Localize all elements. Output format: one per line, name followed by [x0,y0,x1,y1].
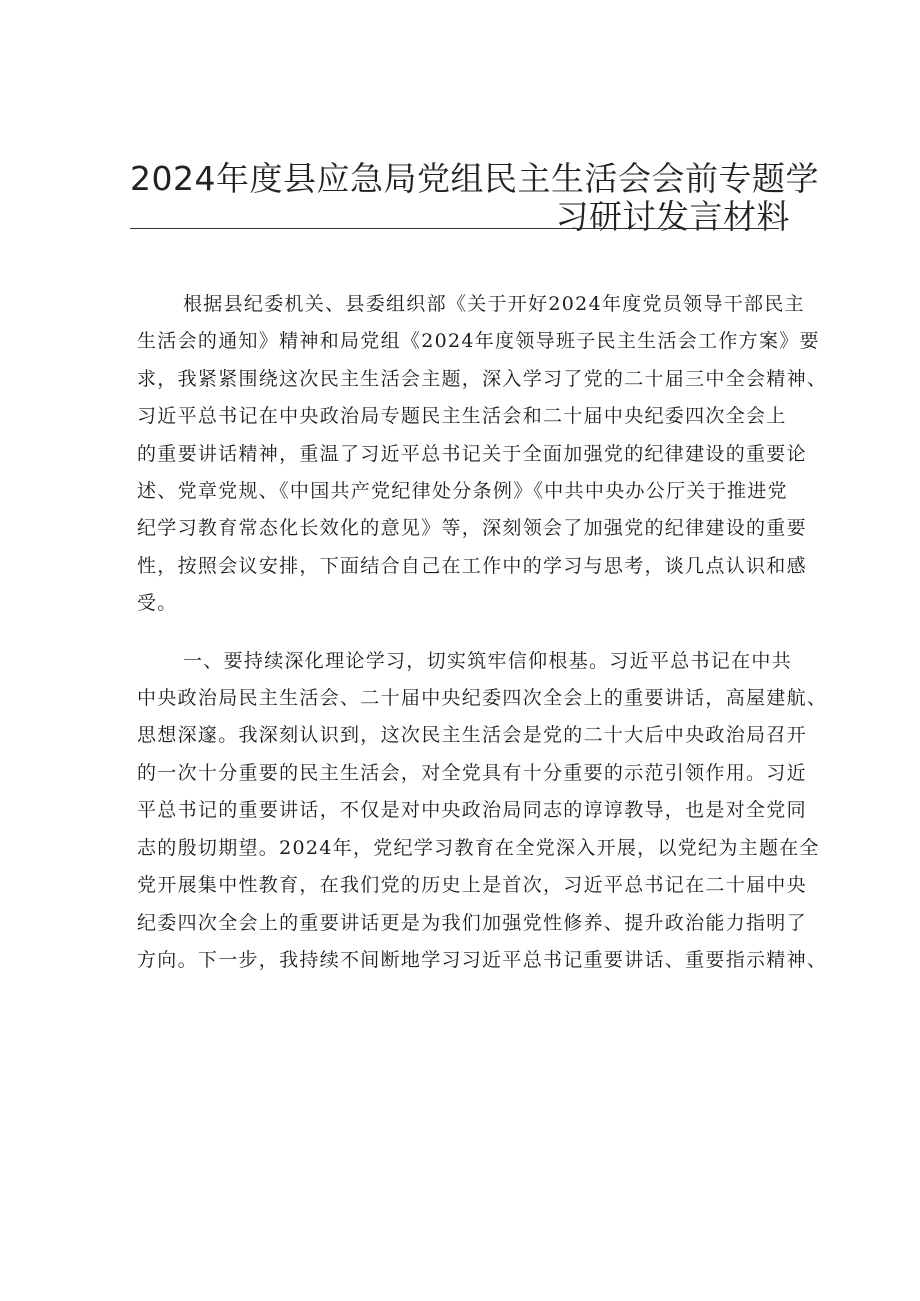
text-line: 习近平总书记在中央政治局专题民主生活会和二十届中央纪委四次全会上 [137,405,787,428]
text-line: 的重要讲话精神，重温了习近平总书记关于全面加强党的纪律建设的重要论 [137,442,807,465]
text-line: 求，我紧紧围绕这次民主生活会主题，深入学习了党的二十届三中全会精神、 [137,367,828,390]
text-line: 纪学习教育常态化长效化的意见》等，深刻领会了加强党的纪律建设的重要 [137,517,807,540]
text-line: 方向。下一步，我持续不间断地学习习近平总书记重要讲话、重要指示精神、 [137,948,828,971]
document-body [137,286,828,979]
text-line: 党开展集中性教育，在我们党的历史上是首次，习近平总书记在二十届中央 [137,874,807,897]
text-line: 一、要持续深化理论学习，切实筑牢信仰根基。习近平总书记在中共 [183,649,793,672]
text-line: 中央政治局民主生活会、二十届中央纪委四次全会上的重要讲话，高屋建航、 [137,687,828,710]
document-title [130,159,819,236]
paragraph-intro [137,286,828,623]
text-line: 志的殷切期望。2024年，党纪学习教育在全党深入开展，以党纪为主题在全 [137,836,820,859]
text-line: 述、党章党规、《中国共产党纪律处分条例》《中共中央办公厅关于推进党 [137,480,788,503]
text-line: 纪委四次全会上的重要讲话更是为我们加强党性修养、提升政治能力指明了 [137,911,807,934]
text-line: 受。 [137,592,178,615]
text-line: 根据县纪委机关、县委组织部《关于开好2024年度党员领导干部民主 [183,293,805,315]
text-line: 性，按照会议安排，下面结合自己在工作中的学习与思考，谈几点认识和感 [137,554,807,577]
title-line: 2024年度县应急局党组民主生活会会前专题学 [130,159,819,198]
title-underline [130,228,779,229]
text-line: 平总书记的重要讲话，不仅是对中央政治局同志的谆谆教导，也是对全党同 [137,799,807,822]
text-line: 的一次十分重要的民主生活会，对全党具有十分重要的示范引领作用。习近 [137,761,807,784]
text-line: 思想深邃。我深刻认识到，这次民主生活会是党的二十大后中央政治局召开 [137,724,807,747]
text-line: 生活会的通知》精神和局党组《2024年度领导班子民主生活会工作方案》要 [137,330,820,353]
paragraph-section-one [137,643,828,980]
title-line: 习研讨发言材料 [555,197,790,236]
